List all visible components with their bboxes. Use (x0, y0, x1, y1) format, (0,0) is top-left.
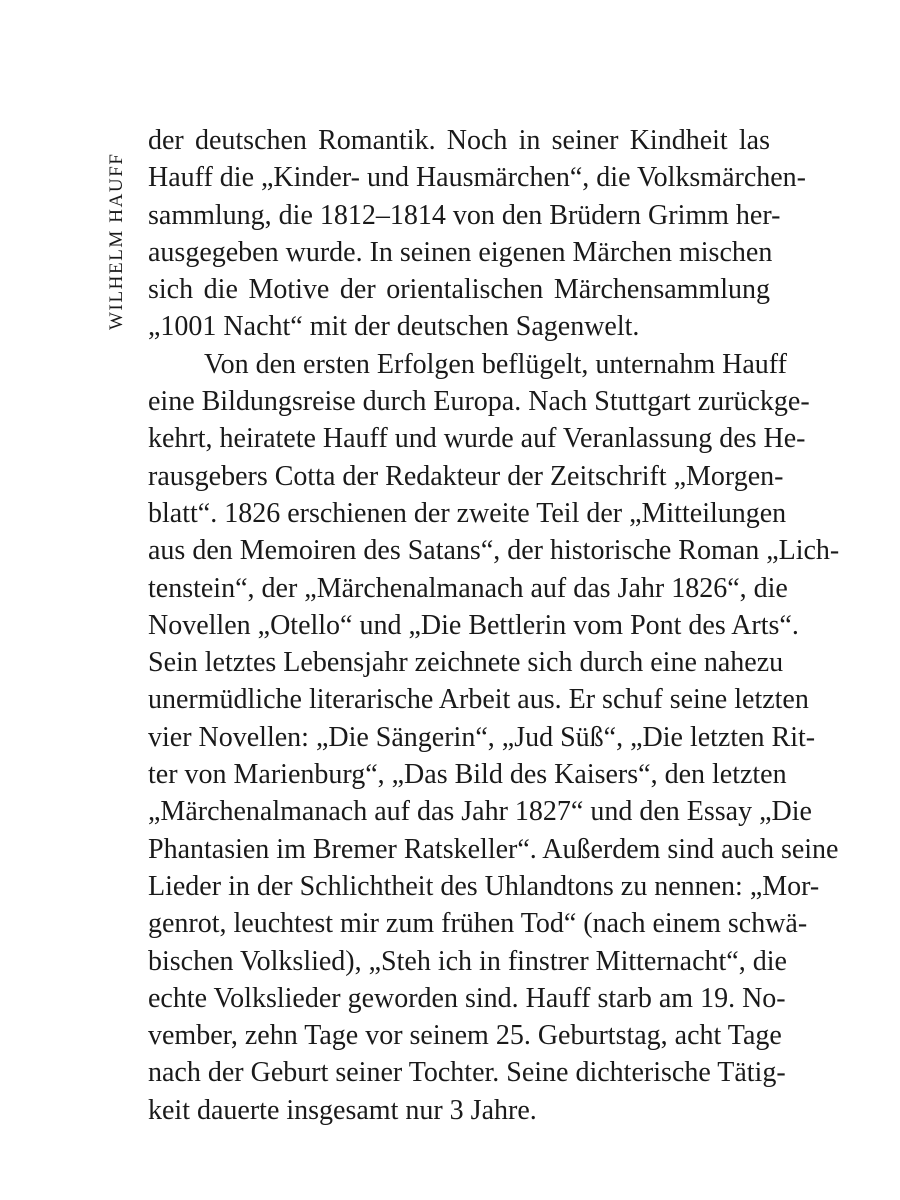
text-line: blatt“. 1826 erschienen der zweite Teil der „Mitteilungen (148, 497, 787, 529)
text-line: Von den ersten Erfolgen beflügelt, unternahm Hauff (204, 348, 787, 380)
text-line: ausgegeben wurde. In seinen eigenen Märchen mischen (148, 236, 773, 268)
text-line: keit dauerte insgesamt nur 3 Jahre. (148, 1094, 537, 1126)
text-line: unermüdliche literarische Arbeit aus. Er schuf seine letzten (148, 684, 809, 716)
text-line: vier Novellen: „Die Sängerin“, „Jud Süß“, „Die letzten Rit- (148, 721, 816, 753)
body-text (148, 122, 840, 1129)
text-line: rausgebers Cotta der Redakteur der Zeitschrift „Morgen- (148, 460, 784, 492)
text-line: sich die Motive der orientalischen Märchensammlung (148, 274, 770, 306)
text-line: bischen Volkslied), „Steh ich in finstrer Mitternacht“, die (148, 945, 787, 977)
text-line: „1001 Nacht“ mit der deutschen Sagenwelt. (148, 311, 640, 343)
text-line: Phantasien im Bremer Ratskeller“. Außerdem sind auch seine (148, 833, 839, 865)
text-line: Hauff die „Kinder- und Hausmärchen“, die Volksmärchen- (148, 162, 806, 194)
text-line: sammlung, die 1812–1814 von den Brüdern Grimm her- (148, 199, 781, 231)
text-line: „Märchenalmanach auf das Jahr 1827“ und den Essay „Die (148, 796, 812, 828)
text-line: vember, zehn Tage vor seinem 25. Geburtstag, acht Tage (148, 1020, 782, 1052)
text-line: der deutschen Romantik. Noch in seiner Kindheit las (148, 125, 770, 156)
text-line: nach der Geburt seiner Tochter. Seine dichterische Tätig- (148, 1057, 786, 1089)
text-line: echte Volkslieder geworden sind. Hauff starb am 19. No- (148, 982, 786, 1014)
text-line: Lieder in der Schlichtheit des Uhlandtons zu nennen: „Mor- (148, 870, 820, 902)
text-line: Novellen „Otello“ und „Die Bettlerin vom Pont des Arts“. (148, 609, 799, 641)
text-line: ter von Marienburg“, „Das Bild des Kaisers“, den letzten (148, 759, 787, 791)
text-line: aus den Memoiren des Satans“, der historische Roman „Lich- (148, 535, 840, 567)
text-line: kehrt, heiratete Hauff und wurde auf Veranlassung des He- (148, 423, 806, 455)
text-line: tenstein“, der „Märchenalmanach auf das Jahr 1826“, die (148, 572, 788, 604)
text-line: Sein letztes Lebensjahr zeichnete sich durch eine nahezu (148, 647, 784, 679)
text-line: genrot, leuchtest mir zum frühen Tod“ (nach einem schwä- (148, 908, 808, 940)
running-head: WILHELM HAUFF (106, 152, 127, 330)
text-line: eine Bildungsreise durch Europa. Nach Stuttgart zurückge- (148, 386, 810, 418)
